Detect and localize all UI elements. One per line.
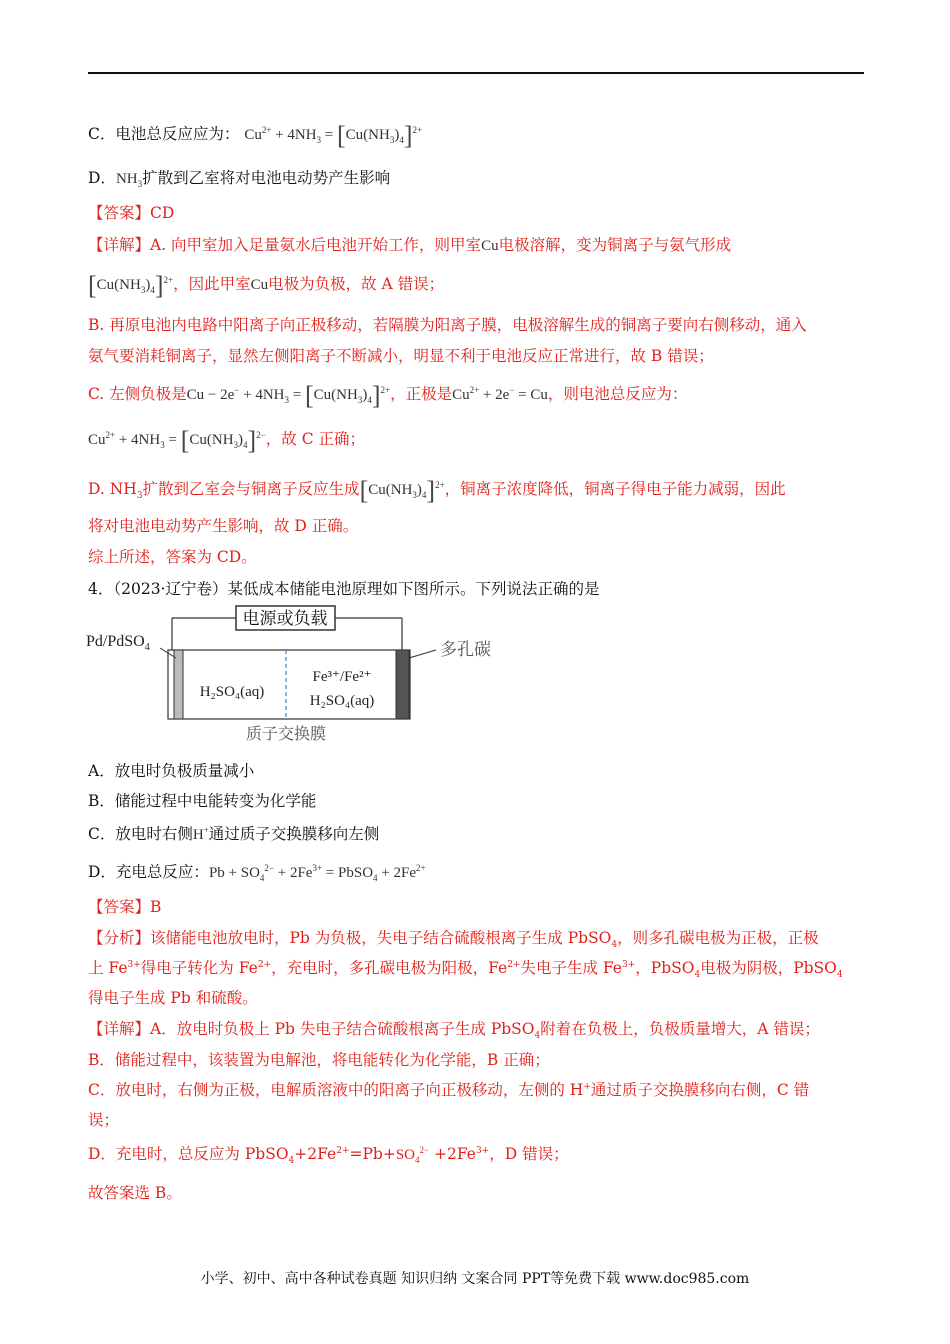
q3-detail-a1: 【详解】A. 向甲室加入足量氨水后电池开始工作，则甲室Cu电极溶解，变为铜离子与氨气形成 (88, 236, 732, 254)
q4-conclusion: 故答案选 B。 (88, 1184, 182, 1202)
q3-detail-a2: $[Cu(NH_3)_4]^{2+}$，因此甲室Cu电极为负极，故 A 错误； (88, 271, 445, 300)
left-electrode (174, 650, 183, 719)
q3-detail-b1: B. 再原电池内电路中阳离子向正极移动，若隔膜为阳离子膜，电极溶解生成的铜离子要向右侧移动，通入 (88, 316, 807, 334)
right-solution-acid: H₂SO₄(aq) (309, 693, 375, 709)
q4-answer: 【答案】B (88, 898, 162, 916)
header-rule (88, 72, 864, 74)
q4-detail-b: B．储能过程中，该装置为电解池，将电能转化为化学能，B 正确； (88, 1051, 550, 1069)
q4-option-b: B．储能过程中电能转变为化学能 (88, 792, 317, 810)
q3-detail-d1: D. $NH_3$扩散到乙室会与铜离子反应生成$[Cu(NH_3)_4]^{2+}$，铜离子浓度降低，铜离子得电子能力减弱，因此 (88, 476, 786, 505)
q4-detail-c2: 误； (88, 1111, 120, 1129)
q3-detail-b2: 氨气要消耗铜离子，显然左侧阳离子不断减小，明显不利于电池反应正常进行，故 B 错误； (88, 347, 714, 365)
q3-option-d: D．$NH_3$扩散到乙室将对电池电动势产生影响 (88, 169, 391, 189)
q4-stem: 4．（2023·辽宁卷）某低成本储能电池原理如下图所示。下列说法正确的是 (88, 580, 600, 598)
right-electrode (396, 650, 409, 719)
q4-detail-c1: C．放电时，右侧为正极，电解质溶液中的阳离子向正极移动，左侧的 H+通过质子交换膜移向右侧，C 错 (88, 1081, 810, 1099)
q3-detail-d2: 将对电池电动势产生影响，故 D 正确。 (88, 517, 359, 535)
page-footer: 小学、初中、高中各种试卷真题 知识归纳 文案合同 PPT等免费下载 www.doc985.com (200, 1271, 750, 1287)
q3-option-c: C．电池总反应应为： $Cu^{2+} + 4NH_3 = [Cu(NH_3)_4]^{2+}$ (88, 121, 423, 150)
q3-detail-c2: $Cu^{2+} + 4NH_3 = [Cu(NH_3)_4]^{2-}$，故 C 正确； (88, 426, 365, 455)
q3-detail-c1: C. 左侧负极是$Cu - 2e^- + 4NH_3 = [Cu(NH_3)_4]^{2+}$，正极是$Cu^{2+} + 2e^- = Cu$，则电池总反应为： (88, 381, 688, 410)
q4-option-c: C．放电时右侧H+通过质子交换膜移向左侧 (88, 825, 380, 843)
membrane-label: 质子交换膜 (245, 726, 327, 743)
battery-diagram (84, 602, 514, 747)
left-solution-label: H₂SO₄(aq) (199, 684, 265, 700)
q4-analysis-1: 【分析】该储能电池放电时，Pb 为负极，失电子结合硫酸根离子生成 PbSO$_4$，则多孔碳电极为正极，正极 (88, 929, 819, 951)
load-box-label: 电源或负载 (242, 609, 328, 628)
q4-detail-d: D．充电时，总反应为 $PbSO_4+2Fe^{2+}=Pb+SO_4^{2-} +2Fe^{3+}$，D 错误； (88, 1145, 569, 1167)
right-electrode-label: 多孔碳 (440, 640, 491, 659)
q4-detail-a: 【详解】A．放电时负极上 Pb 失电子结合硫酸根离子生成 PbSO$_4$附着在负极上，负极质量增大，A 错误； (88, 1020, 820, 1042)
q3-answer: 【答案】CD (88, 204, 175, 222)
q4-option-d: D．充电总反应：$Pb + SO_4^{2-} + 2Fe^{3+}$ = PbSO$_4$ + $2Fe^{2+}$ (88, 863, 426, 883)
q4-analysis-3: 得电子生成 Pb 和硫酸。 (88, 989, 258, 1007)
q4-analysis-2: 上 $Fe^{3+}$得电子转化为 $Fe^{2+}$，充电时，多孔碳电极为阳极，$Fe^{2+}$失电子生成 $Fe^{3+}$，PbSO$_4$电极为阴极，PbSO$_4$ (88, 959, 843, 981)
q3-summary: 综上所述，答案为 CD。 (88, 548, 257, 566)
q4-option-a: A．放电时负极质量减小 (88, 762, 255, 780)
left-electrode-label: Pd/PdSO$_4$ (86, 633, 150, 653)
right-solution-ions: Fe³⁺/Fe²⁺ (312, 669, 372, 685)
